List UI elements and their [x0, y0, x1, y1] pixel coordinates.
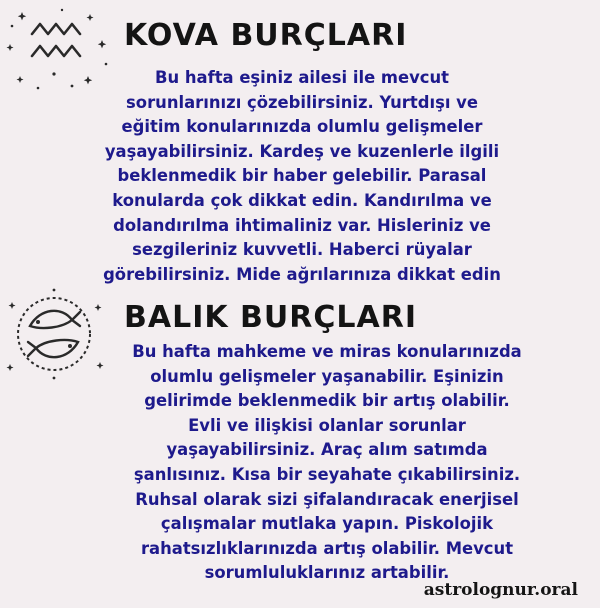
- kova-paragraph: [62, 66, 542, 287]
- kova-line: dolandırılma ihtimaliniz var. Hisleriniz ve: [113, 215, 491, 235]
- kova-line: görebilirsiniz. Mide ağrılarınıza dikkat edin: [103, 264, 501, 284]
- balik-line: çalışmalar mutlaka yapın. Piskolojik: [160, 514, 494, 534]
- kova-line: sezgileriniz kuvvetli. Haberci rüyalar: [132, 240, 472, 260]
- balik-line: Evli ve ilişkisi olanlar sorunlar: [188, 415, 466, 435]
- balik-line: Ruhsal olarak sizi şifalandıracak enerjisel: [135, 489, 519, 509]
- balik-line: Bu hafta mahkeme ve miras konularınızda: [132, 342, 522, 361]
- kova-line: eğitim konularınızda olumlu gelişmeler: [121, 117, 483, 137]
- balik-heading: BALIK BURÇLARI: [124, 300, 417, 335]
- kova-line: Bu hafta eşiniz ailesi ile mevcut: [154, 68, 449, 87]
- kova-heading: KOVA BURÇLARI: [124, 18, 408, 53]
- kova-line: sorunlarınızı çözebilirsiniz. Yurtdışı ve: [126, 92, 478, 112]
- balik-line: gelirimde beklenmedik bir artış olabilir.: [144, 391, 510, 411]
- balik-line: şanlısınız. Kısa bir seyahate çıkabilirsiniz.: [133, 464, 521, 484]
- kova-line: konularda çok dikkat edin. Kandırılma ve: [112, 190, 492, 210]
- balik-line: rahatsızlıklarınızda artış olabilir. Mevcut: [140, 538, 514, 558]
- balik-line: sorumluluklarınız artabilir.: [204, 563, 450, 583]
- signature: astrolognur.oral: [423, 580, 578, 600]
- kova-line: beklenmedik bir haber gelebilir. Parasal: [117, 166, 487, 186]
- kova-line: yaşayabilirsiniz. Kardeş ve kuzenlerle ilgili: [104, 141, 500, 161]
- balik-line: yaşayabilirsiniz. Araç alım satımda: [166, 440, 488, 460]
- balik-line: olumlu gelişmeler yaşanabilir. Eşinizin: [150, 366, 504, 386]
- balik-paragraph: [92, 340, 562, 586]
